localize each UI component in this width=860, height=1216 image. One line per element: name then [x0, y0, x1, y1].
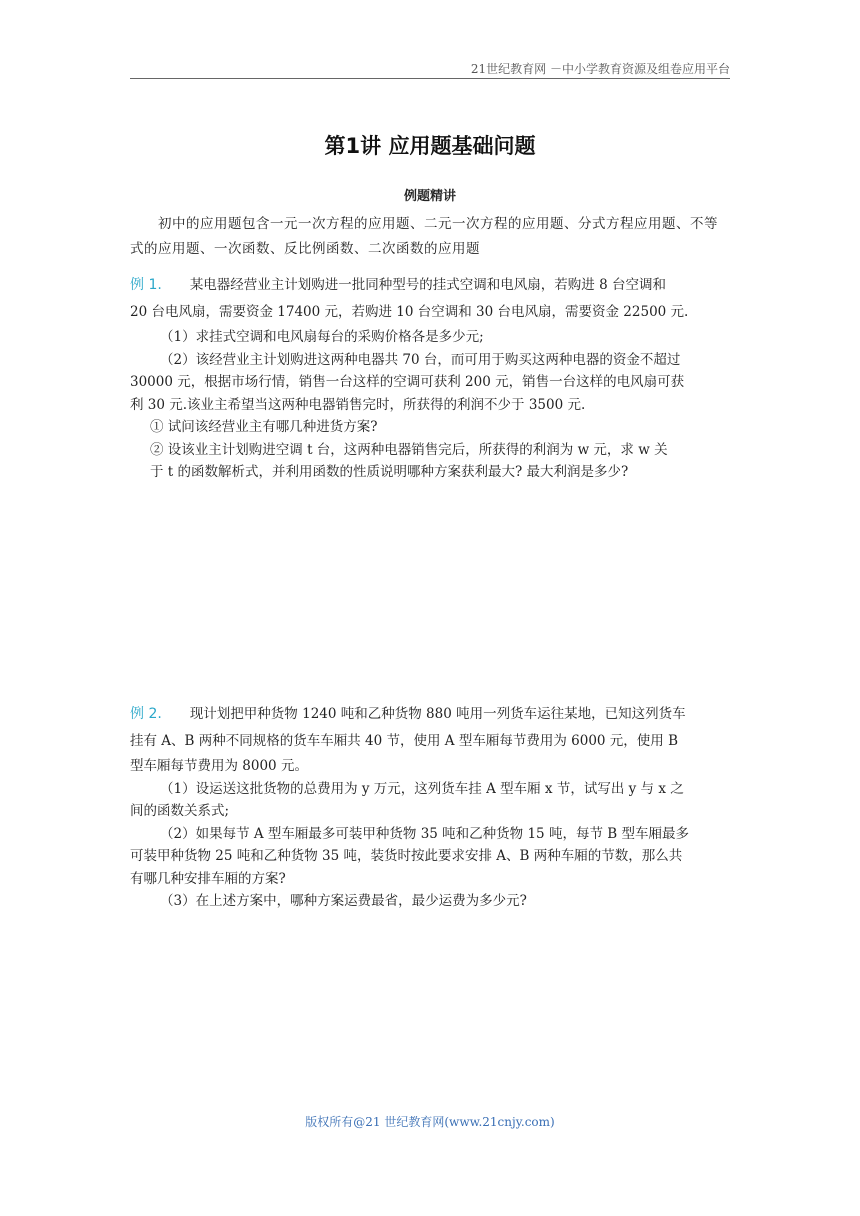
- example-1-label: 例 1.: [130, 277, 162, 293]
- example-1-subquestion-2-line-1: ② 设该业主计划购进空调 t 台，这两种电器销售完后，所获得的利润为 w 元，求 w 关: [150, 441, 668, 458]
- example-2: [130, 701, 730, 913]
- example-2-question-2-line-3: 有哪几种安排车厢的方案?: [130, 870, 286, 887]
- example-1-text-1: 某电器经营业主计划购进一批同种型号的挂式空调和电风扇，若购进 8 台空调和: [189, 277, 666, 293]
- example-1-question-1: （1）求挂式空调和电风扇每台的采购价格各是多少元;: [160, 329, 484, 345]
- lesson-title: 第1讲 应用题基础问题: [324, 134, 536, 158]
- example-2-question-1-line-1: （1）设运送这批货物的总费用为 y 万元，这列货车挂 A 型车厢 x 节，试写出 y 与 x 之: [160, 780, 684, 797]
- section-subtitle: 例题精讲: [403, 189, 456, 204]
- example-2-question-1-line-2: 间的函数关系式;: [130, 803, 230, 819]
- page-footer: 版权所有@21 世纪教育网(www.21cnjy.com): [305, 1115, 555, 1129]
- example-1-question-2-line-2: 30000 元，根据市场行情，销售一台这样的空调可获利 200 元，销售一台这样的电风扇可获: [130, 374, 685, 390]
- example-2-question-3: （3）在上述方案中，哪种方案运费最省，最少运费为多少元?: [160, 893, 527, 909]
- example-2-line-1: [130, 701, 730, 728]
- page-header: 21世纪教育网 －中小学教育资源及组卷应用平台: [470, 62, 730, 76]
- intro-paragraph: 初中的应用题包含一元一次方程的应用题、二元一次方程的应用题、分式方程应用题、不等式的应用题、一次函数、反比例函数、二次函数的应用题: [130, 216, 718, 257]
- example-1-question-2-line-3: 利 30 元.该业主希望当这两种电器销售完时，所获得的利润不少于 3500 元.: [130, 396, 586, 413]
- example-2-line-3: 型车厢每节费用为 8000 元。: [130, 758, 308, 774]
- example-1: [130, 272, 730, 484]
- example-1-question-2-line-1: （2）该经营业主计划购进这两种电器共 70 台，而可用于购买这两种电器的资金不超过: [160, 351, 681, 368]
- example-2-question-2-line-2: 可装甲种货物 25 吨和乙种货物 35 吨，装货时按此要求安排 A、B 两种车厢的节数，那么共: [130, 848, 683, 864]
- example-1-subquestion-1: ① 试问该经营业主有哪几种进货方案?: [150, 419, 378, 435]
- header-divider: [130, 78, 730, 79]
- example-1-subquestion-2-line-2: 于 t 的函数解析式，并利用函数的性质说明哪种方案获利最大? 最大利润是多少?: [150, 464, 629, 480]
- example-2-label: 例 2.: [130, 706, 162, 722]
- example-1-line-1: [130, 272, 730, 299]
- example-1-line-2: 20 台电风扇，需要资金 17400 元，若购进 10 台空调和 30 台电风扇，需要资金 22500 元.: [130, 304, 689, 320]
- example-2-question-2-line-1: （2）如果每节 A 型车厢最多可装甲种货物 35 吨和乙种货物 15 吨，每节 B 型车厢最多: [160, 825, 689, 842]
- example-2-text-1: 现计划把甲种货物 1240 吨和乙种货物 880 吨用一列货车运往某地，已知这列货车: [189, 706, 686, 722]
- example-2-line-2: 挂有 A、B 两种不同规格的货车车厢共 40 节，使用 A 型车厢每节费用为 6000 元，使用 B: [130, 733, 678, 749]
